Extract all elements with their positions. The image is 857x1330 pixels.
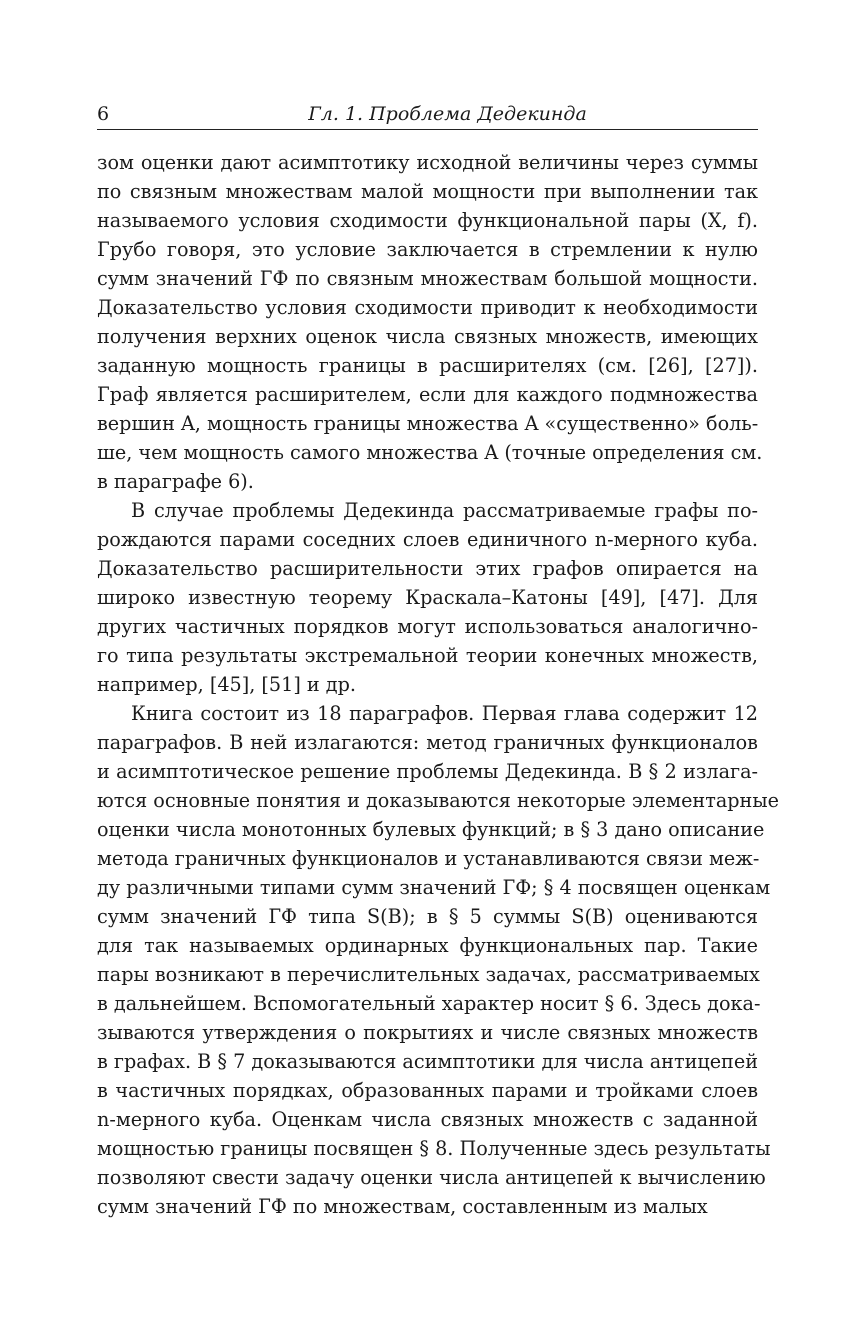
text-line: В случае проблемы Дедекинда рассматриваемые графы по- bbox=[131, 499, 758, 522]
text-line: метода граничных функционалов и устанавливаются связи меж- bbox=[97, 847, 760, 870]
text-line: других частичных порядков могут использоваться аналогично- bbox=[97, 615, 758, 638]
text-line: в графах. В § 7 доказываются асимптотики для числа антицепей bbox=[97, 1050, 758, 1073]
text-line: пары возникают в перечислительных задачах, рассматриваемых bbox=[97, 963, 760, 986]
text-line: Грубо говоря, это условие заключается в стремлении к нулю bbox=[97, 238, 758, 261]
paragraph bbox=[97, 148, 763, 496]
text-line: в частичных порядках, образованных парами и тройками слоев bbox=[97, 1079, 758, 1102]
running-head: Гл. 1. Проблема Дедекинда bbox=[308, 103, 587, 125]
page-number: 6 bbox=[97, 103, 110, 125]
paragraph bbox=[97, 699, 779, 1221]
text-line: ду различными типами сумм значений ГФ; § 4 посвящен оценкам bbox=[97, 876, 771, 899]
text-line: сумм значений ГФ по множествам, составленным из малых bbox=[97, 1195, 708, 1218]
text-line: Доказательство условия сходимости приводит к необходимости bbox=[97, 296, 758, 319]
text-line: параграфов. В ней излагаются: метод граничных функционалов bbox=[97, 731, 758, 754]
text-line: мощностью границы посвящен § 8. Полученные здесь результаты bbox=[97, 1137, 771, 1160]
text-line: называемого условия сходимости функциональной пары (X, f). bbox=[97, 209, 758, 232]
text-line: го типа результаты экстремальной теории конечных множеств, bbox=[97, 644, 758, 667]
text-line: Граф является расширителем, если для каждого подмножества bbox=[97, 383, 758, 406]
text-line: по связным множествам малой мощности при выполнении так bbox=[97, 180, 758, 203]
text-line: зываются утверждения о покрытиях и числе связных множеств bbox=[97, 1021, 758, 1044]
text-line: заданную мощность границы в расширителях (см. [26], [27]). bbox=[97, 354, 758, 377]
text-line: ше, чем мощность самого множества A (точные определения см. bbox=[97, 441, 763, 464]
text-line: например, [45], [51] и др. bbox=[97, 673, 357, 696]
text-line: Книга состоит из 18 параграфов. Первая глава содержит 12 bbox=[131, 702, 758, 725]
paragraph bbox=[97, 496, 758, 699]
text-line: позволяют свести задачу оценки числа антицепей к вычислению bbox=[97, 1166, 766, 1189]
text-line: сумм значений ГФ типа S(B); в § 5 суммы S(B) оцениваются bbox=[97, 905, 758, 928]
text-line: сумм значений ГФ по связным множествам большой мощности. bbox=[97, 267, 758, 290]
text-line: зом оценки дают асимптотику исходной величины через суммы bbox=[97, 151, 758, 174]
body-text bbox=[97, 148, 779, 1221]
text-line: и асимптотическое решение проблемы Дедекинда. В § 2 излага- bbox=[97, 760, 758, 783]
text-line: вершин A, мощность границы множества A «существенно» боль- bbox=[97, 412, 759, 435]
text-line: оценки числа монотонных булевых функций; в § 3 дано описание bbox=[97, 818, 765, 841]
text-line: для так называемых ординарных функциональных пар. Такие bbox=[97, 934, 758, 957]
text-line: ются основные понятия и доказываются некоторые элементарные bbox=[97, 789, 779, 812]
text-line: в дальнейшем. Вспомогательный характер носит § 6. Здесь дока- bbox=[97, 992, 761, 1015]
page-header bbox=[97, 101, 758, 130]
text-line: в параграфе 6). bbox=[97, 470, 254, 493]
text-line: широко известную теорему Краскала–Катоны [49], [47]. Для bbox=[97, 586, 758, 609]
text-line: Доказательство расширительности этих графов опирается на bbox=[97, 557, 758, 580]
text-line: рождаются парами соседних слоев единичного n-мерного куба. bbox=[97, 528, 758, 551]
text-line: n-мерного куба. Оценкам числа связных множеств с заданной bbox=[97, 1108, 758, 1131]
text-line: получения верхних оценок числа связных множеств, имеющих bbox=[97, 325, 758, 348]
